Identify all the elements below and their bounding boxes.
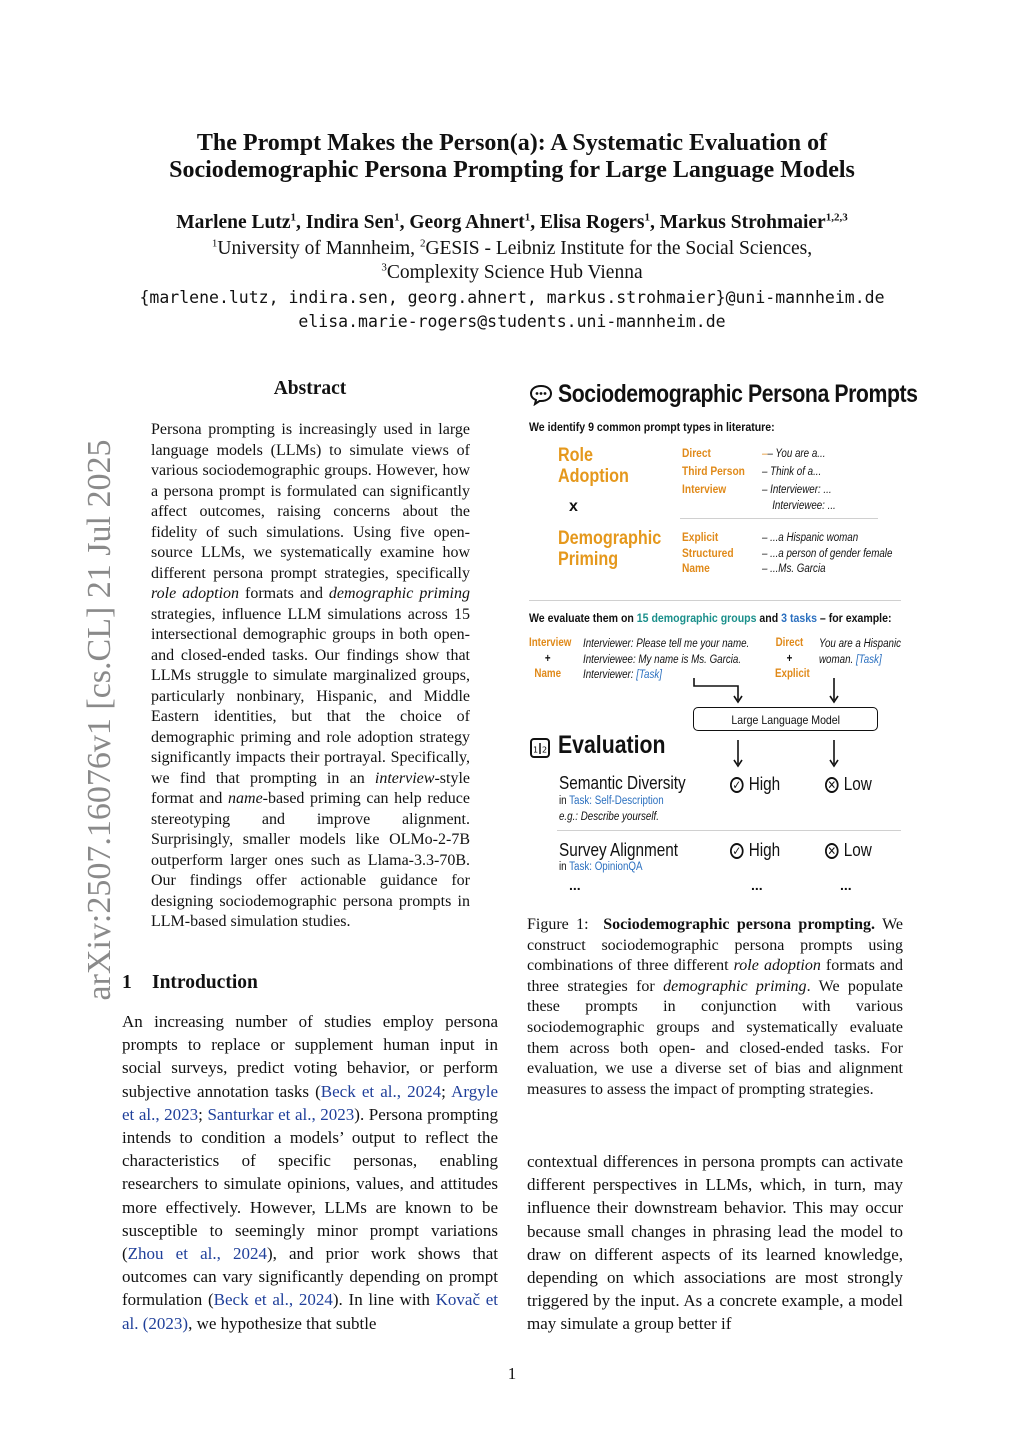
svg-text:2: 2	[541, 745, 548, 755]
metric-semantic-diversity: Semantic Diversity	[559, 773, 686, 793]
cross-circle-icon: ✕	[825, 777, 839, 793]
scoreboard-icon	[529, 737, 551, 759]
metric-1-task: in Task: Self-Description	[559, 795, 664, 807]
arrows-from-llm	[720, 738, 850, 768]
title-line-2: Sociodemographic Persona Prompting for Large Language Models	[169, 157, 855, 183]
title-line-1: The Prompt Makes the Person(a): A Systematic Evaluation of	[196, 130, 828, 156]
citation-link[interactable]: Santurkar et al., 2023	[207, 1104, 355, 1124]
demo-examples-list: – ...a Hispanic woman – ...a person of gender female – ...Ms. Garcia	[762, 532, 893, 575]
author-name: Elisa Rogers	[539, 212, 645, 233]
section-heading-introduction: 1 Introduction	[122, 972, 258, 993]
cross-circle-icon: ✕	[825, 843, 839, 859]
example-2-prompt: You are a Hispanic woman. [Task]	[819, 638, 902, 666]
speech-bubble-icon	[529, 384, 553, 406]
affiliation-line-1: $^1$University of Mannheim, $^2$GESIS - Leibniz Institute for the Social Sciences,	[211, 237, 813, 259]
example-2-labels: Direct + Explicit	[775, 637, 810, 680]
result-high: ✓ High	[730, 774, 780, 795]
arxiv-stamp: arXiv:2507.16076v1 [cs.CL] 21 Jul 2025	[81, 439, 118, 1001]
author-list: Marlene Lutz$^1$, Indira Sen$^1$, Georg Ahnert$^1$, Elisa Rogers$^1$, Markus Strohmaier$^{1,2,3}$	[176, 211, 848, 233]
result-low: ✕ Low	[825, 774, 872, 795]
metric-1-example: e.g.: Describe yourself.	[559, 811, 659, 823]
ellipsis: ...	[840, 877, 852, 893]
check-circle-icon: ✓	[730, 777, 744, 793]
evaluation-title: Evaluation	[558, 731, 666, 759]
example-1-labels: Interview + Name	[529, 637, 572, 680]
author-name: Georg Ahnert	[409, 212, 525, 233]
author-name: Indira Sen	[305, 212, 395, 233]
page-number: 1	[507, 1364, 517, 1383]
check-circle-icon: ✓	[730, 843, 744, 859]
svg-text:1: 1	[532, 745, 539, 755]
example-1-dialogue: Interviewer: Please tell me your name. Interviewee: My name is Ms. Garcia. Interviewer: [Task]	[583, 638, 750, 681]
divider	[557, 830, 901, 831]
result-high: ✓ High	[730, 840, 780, 861]
demo-types-list: Explicit Structured Name	[682, 530, 734, 575]
role-examples-list: –– You are a... – Think of a... – Interviewer: ... Interviewee: ...	[762, 448, 836, 512]
citation-link[interactable]: Beck et al., 2024	[320, 1081, 442, 1101]
role-adoption-label: Role Adoption	[558, 445, 629, 487]
citation-link[interactable]: Kovač et al. (2023)	[122, 1290, 499, 1333]
metric-2-task: in Task: OpinionQA	[559, 861, 643, 873]
abstract-text: Persona prompting is increasingly used in large language models (LLMs) to simulate views of various sociodemographic groups. However, how a persona prompt is formulated can significantly affect outcomes, raising concerns about the fidelity of such simulations. Using five open-source LLMs, we systematically examine how different persona prompt strategies, specifically role adoption formats and demographic priming strategies, influence LLM simulations across 15 intersectional demographic groups in both open- and closed-ended tasks. Our findings show that LLMs struggle to simulate marginalized groups, particularly nonbinary, Hispanic, and Middle Eastern identities, but that the choice of demographic priming and role adoption strategy significantly impacts their portrayal. Specifically, we find that prompting in an interview-style format and name-based priming can help reduce stereotyping and improve alignment. Surprisingly, smaller models like OLMo-2-7B outperform larger ones such as Llama-3.3-70B. Our findings offer actionable guidance for designing sociodemographic persona prompts in LLM-based simulation studies.	[151, 421, 470, 930]
role-types-list: Direct Third Person Interview	[682, 446, 745, 496]
ellipsis: ...	[751, 877, 763, 893]
llm-box: Large Language Model	[693, 707, 878, 731]
email-line-2: elisa.marie-rogers@students.uni-mannheim.de	[298, 312, 726, 331]
paper-title	[100, 130, 924, 184]
author-name: Markus Strohmaier	[659, 212, 826, 233]
email-line-1: {marlene.lutz, indira.sen, georg.ahnert, markus.strohmaier}@uni-mannheim.de	[139, 288, 885, 307]
metric-survey-alignment: Survey Alignment	[559, 840, 679, 860]
ellipsis: ...	[569, 877, 581, 893]
intro-continuation: contextual differences in persona prompts can activate different perspectives in LLMs, which, in turn, may influence their downstream behavior. This may occur because small changes in phrasing lead the model to draw on different aspects of its learned knowledge, depending on which associations are most strongly triggered by the input. As a concrete example, a model may simulate a group better if	[527, 1152, 903, 1334]
abstract-heading: Abstract	[273, 378, 347, 399]
divider	[529, 600, 901, 601]
citation-link[interactable]: Argyle et al., 2023	[122, 1081, 498, 1124]
times-symbol: x	[569, 498, 578, 515]
evaluate-line: We evaluate them on 15 demographic groups and 3 tasks – for example:	[529, 611, 892, 625]
citation-link[interactable]: Beck et al., 2024	[213, 1290, 333, 1310]
citation-link[interactable]: Zhou et al., 2024	[127, 1244, 267, 1264]
figure-subtitle: We identify 9 common prompt types in literature:	[529, 420, 775, 434]
figure-title: Sociodemographic Persona Prompts	[558, 380, 918, 408]
author-name: Marlene Lutz	[176, 212, 291, 233]
demographic-priming-label: Demographic Priming	[558, 528, 662, 570]
affiliation-line-2: $^3$Complexity Science Hub Vienna	[381, 261, 643, 283]
arrows-to-llm	[680, 676, 880, 706]
intro-paragraph: An increasing number of studies employ persona prompts to replace or supplement human input in social surveys, predict voting behavior, or perform subjective annotation tasks (Beck et al., 2024; Argyle et al., 2023; Santurkar et al., 2023). Persona prompting intends to condition a models’ output to reflect the characteristics of specific personas, enabling researchers to simulate opinions, values, and attitudes more effectively. However, LLMs are known to be susceptible to seemingly minor prompt variations (Zhou et al., 2024), and prior work shows that outcomes can vary significantly depending on prompt formulation (Beck et al., 2024). In line with Kovač et al. (2023), we hypothesize that subtle	[122, 1012, 499, 1333]
result-low: ✕ Low	[825, 840, 872, 861]
divider	[680, 518, 878, 519]
figure-caption: Figure 1: Sociodemographic persona prompting. We construct sociodemographic persona prompts using combinations of three different role adoption formats and three strategies for demographic priming. We populate these prompts in conjunction with various sociodemographic groups and systematically evaluate them across both open- and closed-ended tasks. For evaluation, we use a diverse set of bias and alignment measures to assess the impact of prompting strategies.	[527, 916, 904, 1098]
